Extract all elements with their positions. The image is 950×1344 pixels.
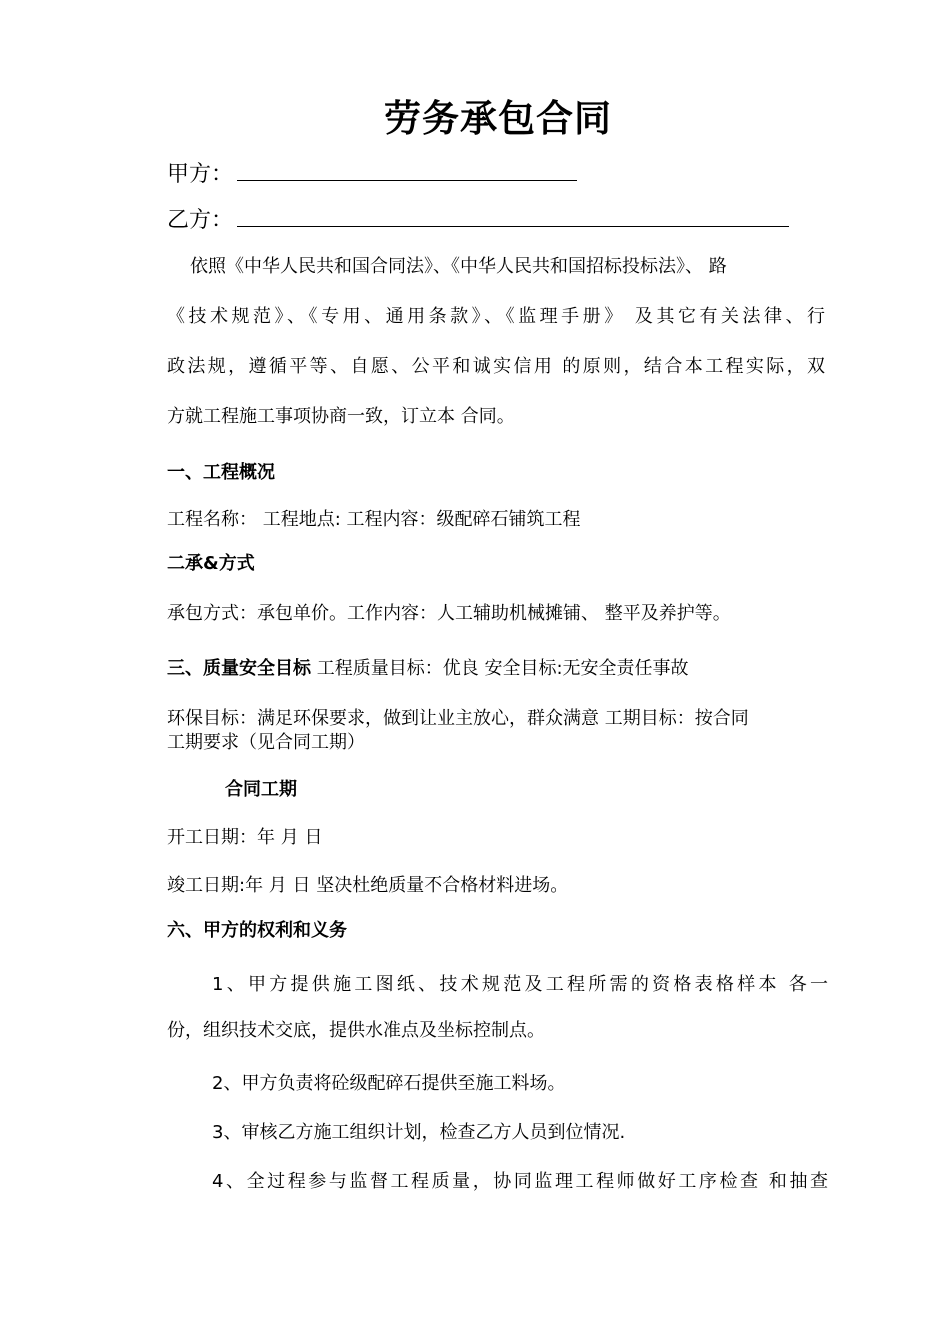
section-2-heading: 二承&方式	[167, 553, 255, 574]
section-3-targets: 工程质量目标：优良 安全目标:无安全责任事故	[311, 658, 689, 679]
section-3-heading: 三、质量安全目标	[167, 658, 311, 679]
intro-line-4: 方就工程施工事项协商一致，订立本 合同。	[167, 406, 515, 427]
party-a-label: 甲方：	[167, 162, 234, 187]
party-b-label: 乙方：	[167, 208, 234, 233]
intro-line-1: 依照《中华人民共和国合同法》、《中华人民共和国招标投标法》、 路	[190, 256, 727, 277]
section-3-line	[167, 654, 689, 680]
section-2-line: 承包方式：承包单价。工作内容：人工辅助机械摊铺、 整平及养护等。	[167, 603, 731, 624]
env-target-line-2: 工期要求（见合同工期）	[167, 732, 365, 753]
document-title: 劳务承包合同	[384, 96, 612, 140]
section-6-item-3: 3、审核乙方施工组织计划，检查乙方人员到位情况.	[212, 1122, 626, 1143]
party-a-line	[167, 157, 577, 188]
party-a-blank	[237, 160, 577, 181]
start-date-line: 开工日期：年 月 日	[167, 827, 323, 848]
section-6-heading: 六、甲方的权利和义务	[167, 920, 347, 941]
section-6-item-1: 1、甲方提供施工图纸、技术规范及工程所需的资格表格样本 各一	[212, 974, 828, 995]
contract-period-heading: 合同工期	[225, 779, 297, 800]
party-b-line	[167, 203, 789, 234]
section-6-item-2: 2、甲方负责将砼级配碎石提供至施工料场。	[212, 1073, 566, 1094]
section-6-item-4: 4、全过程参与监督工程质量，协同监理工程师做好工序检查 和抽查	[212, 1171, 828, 1192]
intro-line-3: 政法规，遵循平等、自愿、公平和诚实信用 的原则，结合本工程实际，双	[167, 356, 825, 377]
end-date-line: 竣工日期:年 月 日 坚决杜绝质量不合格材料进场。	[167, 875, 569, 896]
env-target-line-1: 环保目标：满足环保要求，做到让业主放心，群众满意 工期目标：按合同	[167, 708, 749, 729]
section-6-item-1-cont: 份，组织技术交底，提供水准点及坐标控制点。	[167, 1020, 545, 1041]
party-b-blank	[237, 206, 789, 227]
intro-line-2: 《技术规范》、《专用、通用条款》、《监理手册》 及其它有关法律、行	[167, 306, 825, 327]
section-1-line: 工程名称： 工程地点: 工程内容：级配碎石铺筑工程	[167, 509, 581, 530]
section-1-heading: 一、工程概况	[167, 462, 275, 483]
